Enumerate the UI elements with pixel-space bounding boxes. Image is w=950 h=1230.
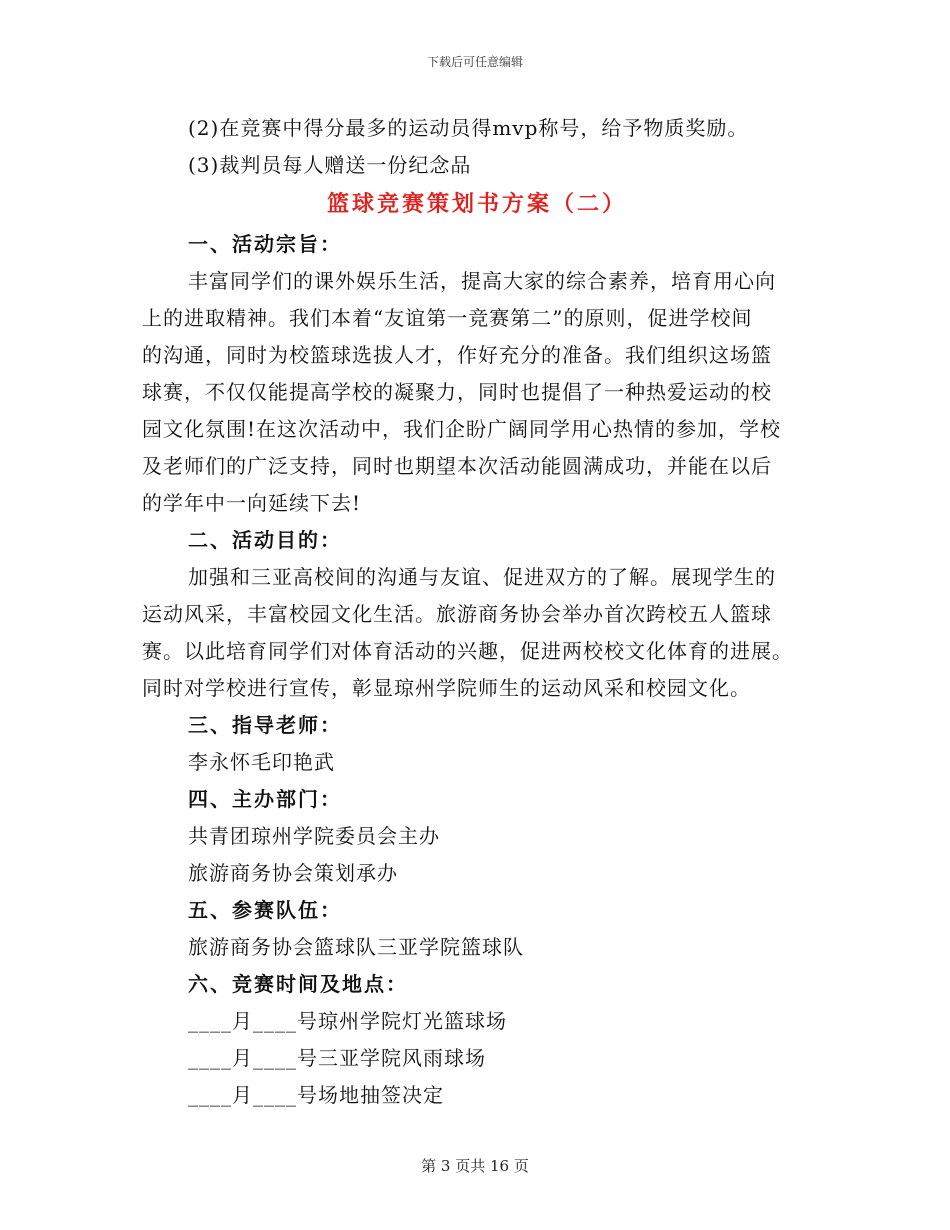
section-heading-goal: 二、活动目的：: [188, 528, 342, 552]
section-heading-advisors: 三、指导老师：: [188, 713, 342, 737]
paragraph-line: 球赛，不仅仅能提高学校的凝聚力，同时也提倡了一种热爱运动的校: [142, 380, 772, 404]
paragraph-line: 及老师们的广泛支持，同时也期望本次活动能圆满成功，并能在以后: [142, 454, 772, 478]
intro-item: (2)在竞赛中得分最多的运动员得mvp称号，给予物质奖励。: [188, 116, 749, 140]
paragraph-line: 赛。以此培育同学们对体育活动的兴趣，促进两校校文化体育的进展。: [142, 639, 793, 663]
paragraph-line: 丰富同学们的课外娱乐生活，提高大家的综合素养，培育用心向: [188, 269, 776, 293]
schedule-line: ____月____号场地抽签决定: [188, 1083, 444, 1107]
schedule-line: ____月____号琼州学院灯光篮球场: [188, 1009, 507, 1033]
teams-line: 旅游商务协会篮球队三亚学院篮球队: [188, 935, 524, 959]
paragraph-line: 运动风采，丰富校园文化生活。旅游商务协会举办首次跨校五人篮球: [142, 602, 772, 626]
section-heading-schedule: 六、竞赛时间及地点：: [188, 972, 408, 996]
paragraph-line: 上的进取精神。我们本着“友谊第一竞赛第二”的原则，促进学校间: [142, 306, 753, 330]
paragraph-line: 园文化氛围!在这次活动中，我们企盼广阔同学用心热情的参加，学校: [142, 417, 782, 441]
document-body: [142, 110, 812, 1114]
section-heading-purpose: 一、活动宗旨：: [188, 232, 342, 256]
schedule-line: ____月____号三亚学院风雨球场: [188, 1046, 486, 1070]
section-paragraph-purpose: [142, 263, 812, 522]
section-heading-teams: 五、参赛队伍：: [188, 898, 342, 922]
paragraph-line: 的学年中一向延续下去!: [142, 491, 362, 515]
section-heading-organizers: 四、主办部门：: [188, 787, 342, 811]
organizer-line: 共青团琼州学院委员会主办: [188, 824, 440, 848]
paragraph-line: 加强和三亚高校间的沟通与友谊、促进双方的了解。展现学生的: [188, 565, 776, 589]
intro-item: (3)裁判员每人赠送一份纪念品: [188, 153, 472, 177]
page-footer: 第 3 页共 16 页: [421, 1157, 529, 1175]
page-header: 下载后可任意编辑: [426, 55, 523, 69]
advisors-line: 李永怀毛印艳武: [188, 750, 335, 774]
section-paragraph-goal: [142, 559, 812, 707]
organizer-line: 旅游商务协会策划承办: [188, 861, 398, 885]
document-title: 篮球竞赛策划书方案（二）: [326, 192, 627, 217]
paragraph-line: 同时对学校进行宣传，彰显琼州学院师生的运动风采和校园文化。: [142, 676, 751, 700]
paragraph-line: 的沟通，同时为校篮球选拔人才，作好充分的准备。我们组织这场篮: [142, 343, 772, 367]
